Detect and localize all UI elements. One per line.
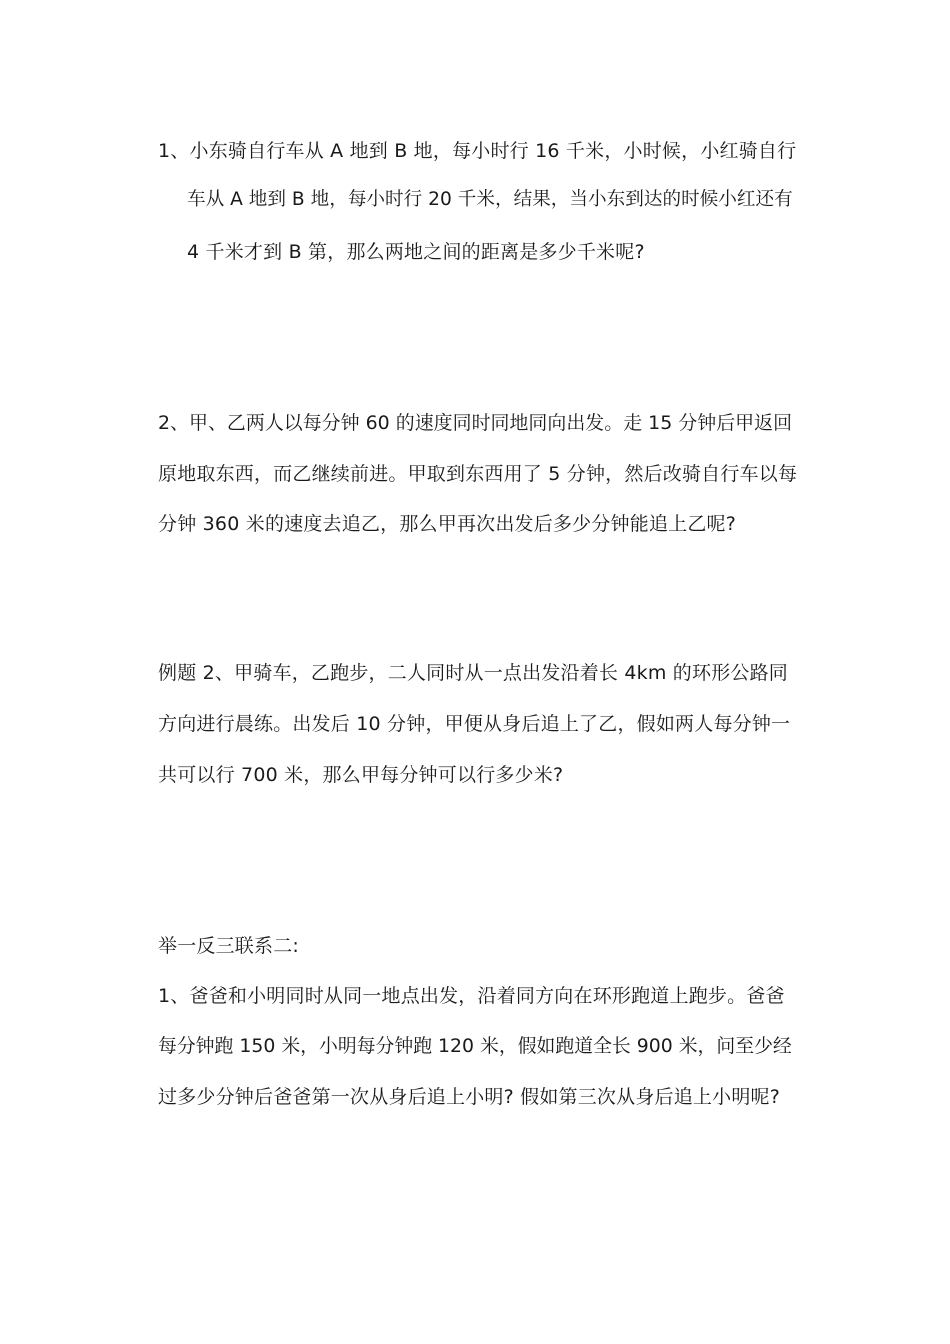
example-2-line-3: 共可以行 700 米，那么甲每分钟可以行多少米? [158,764,564,786]
problem-1-line-1: 1、小东骑自行车从 A 地到 B 地，每小时行 16 千米，小时候，小红骑自行 [158,140,797,162]
practice-1-line-3: 过多少分钟后爸爸第一次从身后追上小明? 假如第三次从身后追上小明呢? [158,1086,781,1108]
problem-1-line-2: 车从 A 地到 B 地，每小时行 20 千米，结果，当小东到达的时候小红还有 [187,189,793,210]
practice-1-line-1: 1、爸爸和小明同时从同一地点出发，沿着同方向在环形跑道上跑步。爸爸 [158,985,785,1007]
problem-2-line-1: 2、甲、乙两人以每分钟 60 的速度同时同地同向出发。走 15 分钟后甲返回 [158,412,793,434]
practice-1-line-2: 每分钟跑 150 米，小明每分钟跑 120 米，假如跑道全长 900 米，问至少经 [158,1036,792,1057]
example-2-line-2: 方向进行晨练。出发后 10 分钟，甲便从身后追上了乙，假如两人每分钟一 [158,713,791,735]
problem-2-line-3: 分钟 360 米的速度去追乙，那么甲再次出发后多少分钟能追上乙呢? [158,513,737,535]
practice-heading: 举一反三联系二: [158,935,300,957]
problem-1-line-3: 4 千米才到 B 第，那么两地之间的距离是多少千米呢? [187,241,645,263]
example-2-line-1: 例题 2、甲骑车，乙跑步，二人同时从一点出发沿着长 4km 的环形公路同 [158,662,789,684]
problem-2-line-2: 原地取东西，而乙继续前进。甲取到东西用了 5 分钟，然后改骑自行车以每 [158,463,798,485]
